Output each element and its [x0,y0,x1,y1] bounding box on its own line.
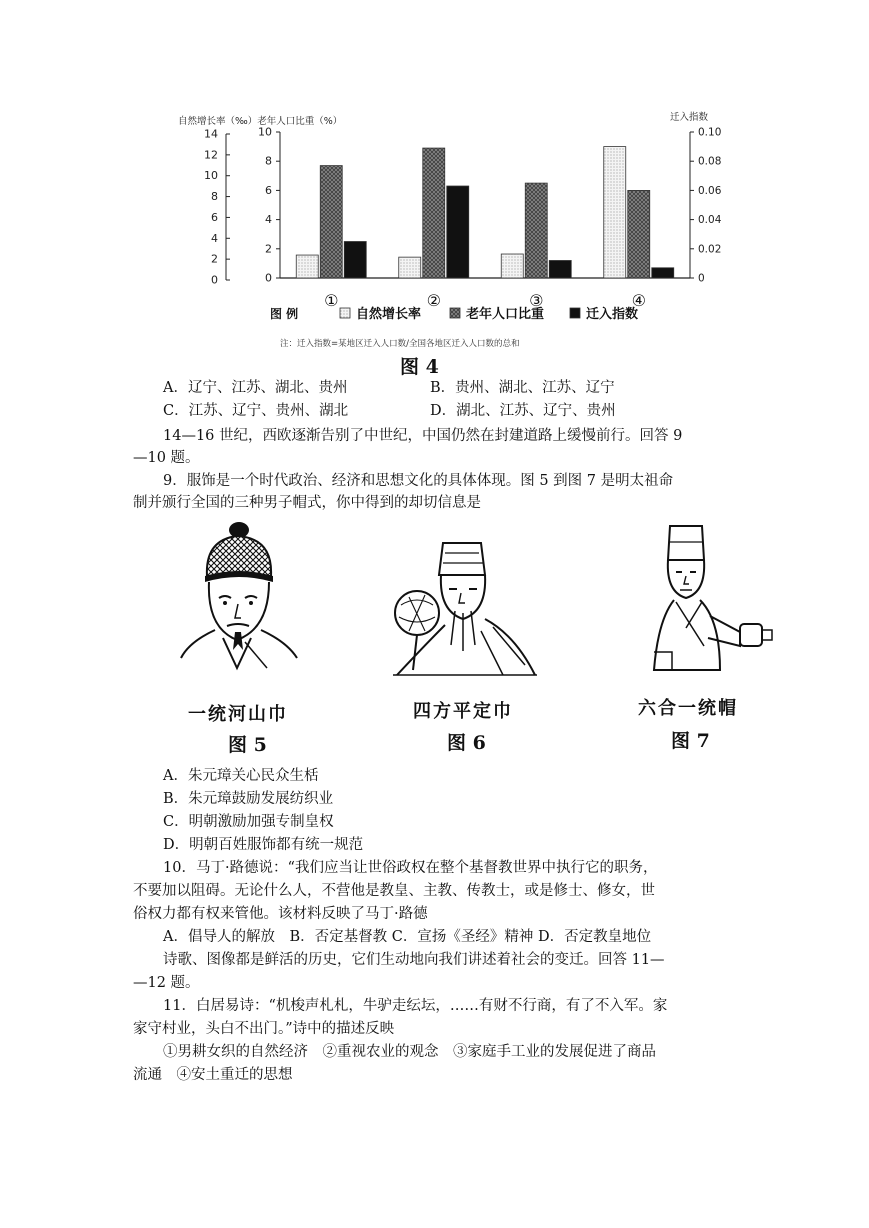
figure-6-caption: 四方平定巾 [413,701,513,722]
q10-stem-line3: 俗权力都有权来管他。该材料反映了马丁·路德 [133,906,428,922]
figure-5-caption: 一统河山巾 [188,704,288,725]
natural-axis-tick-label: 12 [204,148,218,162]
q10-options: A．倡导人的解放 B．否定基督教 C．宣扬《圣经》精神 D．否定教皇地位 [163,929,652,945]
bar-3-cat-2 [447,186,469,278]
natural-axis-tick-label: 4 [211,231,218,245]
q11-stem-line2: 家守村业，头白不出门。”诗中的描述反映 [133,1021,395,1037]
natural-axis-tick-label: 10 [204,169,218,183]
category-label: ② [426,291,441,310]
bar-3-cat-4 [652,268,674,278]
category-label: ① [324,291,339,310]
natural-axis-tick-label: 6 [211,210,218,224]
bar-2-cat-1 [320,166,342,278]
bar-1-cat-4 [604,147,626,278]
q9-stem-line1: 9．服饰是一个时代政治、经济和思想文化的具体体现。图 5 到图 7 是明太祖命 [163,473,674,489]
figure-4-label: 图 4 [400,356,439,378]
elderly-axis-tick-label: 8 [265,154,272,168]
bar-chart [160,100,740,390]
legend-label-2: 老年人口比重 [466,307,545,322]
q9-option-b: B．朱元璋鼓励发展纺织业 [163,791,334,807]
category-label: ③ [529,291,544,310]
bar-2-cat-2 [423,148,445,278]
q8-option-b: B．贵州、湖北、江苏、辽宁 [430,380,615,396]
natural-axis-tick-label: 14 [204,127,218,141]
migration-axis-tick-label: 0.04 [698,214,722,227]
q9-option-a: A．朱元璋关心民众生栝 [163,768,319,784]
legend-swatch-1 [340,308,350,318]
figure-7-figure-illustration [640,520,780,685]
figure-5-scholar-illustration [175,518,305,683]
figure-6-official-illustration [385,535,545,680]
bar-1-cat-1 [296,255,318,278]
bar-2-cat-4 [628,190,650,278]
q9-option-c: C．明朝激励加强专制皇权 [163,814,334,830]
legend-swatch-2 [450,308,460,318]
q8-option-a: A．辽宁、江苏、湖北、贵州 [163,380,348,396]
natural-axis-tick-label: 0 [211,273,218,287]
figure-6-label: 图 6 [447,732,486,754]
figure-7-label: 图 7 [671,730,710,752]
figure-4-chart [160,100,740,390]
q10-stem-line2: 不要加以阻碍。无论什么人，不营他是教皇、主教、传教士，或是修士、修女，世 [133,883,655,899]
migration-axis-tick-label: 0.10 [698,126,722,139]
q9-stem-line2: 制并颁行全国的三种男子帽式，你中得到的却切信息是 [133,495,481,511]
bar-2-cat-3 [525,183,547,278]
category-label: ④ [631,291,646,310]
natural-axis-tick-label: 2 [211,252,218,266]
elderly-axis-tick-label: 4 [265,213,272,227]
legend-title: 图 例 [270,307,299,321]
chart-note: 注：迁入指数=某地区迁入人口数/全国各地区迁入人口数的总和 [280,339,520,349]
migration-axis-tick-label: 0.08 [698,155,722,168]
bar-3-cat-3 [549,260,571,278]
left-axis-title: 自然增长率（‰）老年人口比重（%） [178,116,343,127]
intro-11-12-line1: 诗歌、图像都是鲜活的历史，它们生动地向我们讲述着社会的变迁。回答 11— [163,952,665,968]
migration-axis-tick-label: 0.06 [698,184,722,197]
right-axis-title: 迁入指数 [670,112,709,123]
bar-1-cat-2 [399,257,421,278]
q9-option-d: D．明朝百姓服饰都有统一规范 [163,837,364,853]
q8-option-d: D．湖北、江苏、辽宁、贵州 [430,403,616,419]
legend-label-1: 自然增长率 [356,307,422,322]
bar-1-cat-3 [501,254,523,278]
elderly-axis-tick-label: 10 [258,125,272,139]
bar-3-cat-1 [344,242,366,279]
figure-7-caption: 六合一统帽 [638,698,738,719]
figure-5-label: 图 5 [228,734,267,756]
migration-axis-tick-label: 0 [698,272,705,285]
legend-label-3: 迁入指数 [586,307,639,322]
q10-stem-line1: 10．马丁·路德说：“我们应当让世俗政权在整个基督教世界中执行它的职务， [163,860,658,876]
intro-9-10-line1: 14—16 世纪，西欧逐渐告别了中世纪，中国仍然在封建道路上缓慢前行。回答 9 [163,428,683,444]
legend-swatch-3 [570,308,580,318]
elderly-axis-tick-label: 2 [265,242,272,256]
q11-stem-line1: 11．白居易诗：“机梭声札札，牛驴走纭坛，……有财不行商，有了不入军。家 [163,998,668,1014]
q8-option-c: C．江苏、辽宁、贵州、湖北 [163,403,349,419]
elderly-axis-tick-label: 0 [265,271,272,285]
intro-11-12-line2: —12 题。 [133,975,200,991]
migration-axis-tick-label: 0.02 [698,243,722,256]
natural-axis-tick-label: 8 [211,190,218,204]
q11-stem-line4: 流通 ④安土重迁的思想 [133,1067,293,1083]
intro-9-10-line2: —10 题。 [133,450,200,466]
q11-stem-line3: ①男耕女织的自然经济 ②重视农业的观念 ③家庭手工业的发展促进了商品 [163,1044,656,1060]
elderly-axis-tick-label: 6 [265,183,272,197]
